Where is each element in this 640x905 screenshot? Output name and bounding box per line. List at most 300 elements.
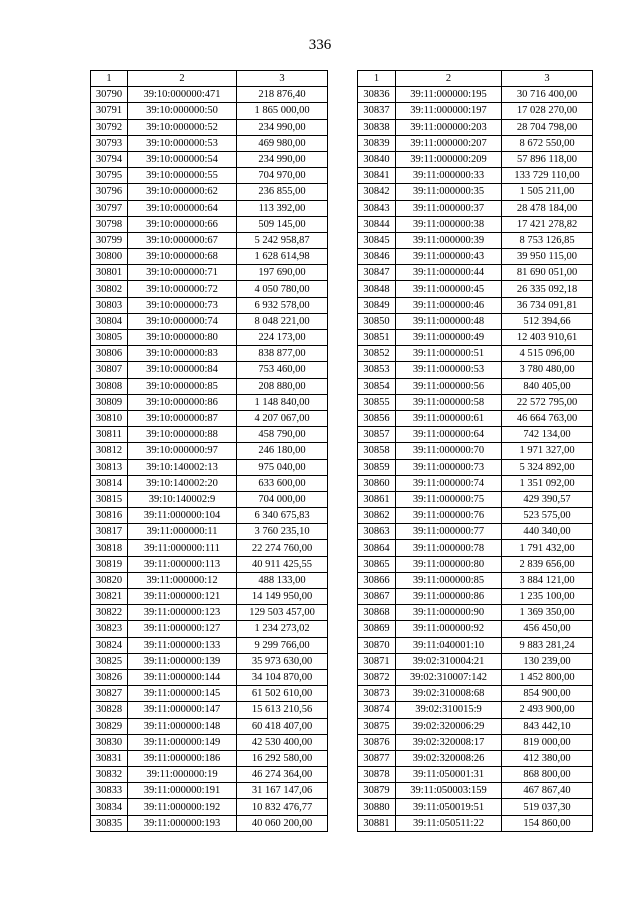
cadastral-number-cell: 39:11:000000:148 [128, 718, 237, 734]
row-number-cell: 30795 [91, 168, 128, 184]
value-cell: 819 000,00 [502, 734, 593, 750]
table-row [91, 443, 328, 459]
cadastral-number-cell: 39:11:000000:73 [396, 459, 502, 475]
table-row [358, 232, 593, 248]
row-number-cell: 30828 [91, 702, 128, 718]
cadastral-number-cell: 39:11:000000:203 [396, 119, 502, 135]
value-cell: 60 418 407,00 [237, 718, 328, 734]
cadastral-number-cell: 39:11:000000:123 [128, 605, 237, 621]
cadastral-number-cell: 39:11:000000:78 [396, 540, 502, 556]
row-number-cell: 30850 [358, 313, 396, 329]
cadastral-number-cell: 39:10:000000:80 [128, 330, 237, 346]
value-cell: 40 060 200,00 [237, 815, 328, 831]
table-row [358, 378, 593, 394]
table-row [358, 686, 593, 702]
row-number-cell: 30793 [91, 135, 128, 151]
table-row [91, 249, 328, 265]
table-row [91, 718, 328, 734]
cadastral-number-cell: 39:11:000000:45 [396, 281, 502, 297]
value-cell: 15 613 210,56 [237, 702, 328, 718]
cadastral-number-cell: 39:11:000000:12 [128, 572, 237, 588]
table-row [358, 718, 593, 734]
row-number-cell: 30865 [358, 556, 396, 572]
table-row [91, 653, 328, 669]
table-row [91, 184, 328, 200]
row-number-cell: 30872 [358, 669, 396, 685]
value-cell: 8 753 126,85 [502, 232, 593, 248]
row-number-cell: 30851 [358, 330, 396, 346]
cadastral-number-cell: 39:11:000000:111 [128, 540, 237, 556]
cadastral-number-cell: 39:11:000000:70 [396, 443, 502, 459]
cadastral-number-cell: 39:10:000000:97 [128, 443, 237, 459]
cadastral-number-cell: 39:11:000000:76 [396, 508, 502, 524]
value-cell: 46 274 364,00 [237, 767, 328, 783]
value-cell: 197 690,00 [237, 265, 328, 281]
cadastral-number-cell: 39:11:000000:149 [128, 734, 237, 750]
table-row [91, 313, 328, 329]
table-row [91, 427, 328, 443]
table-row [358, 281, 593, 297]
table-row [358, 508, 593, 524]
value-cell: 17 028 270,00 [502, 103, 593, 119]
cadastral-number-cell: 39:10:000000:471 [128, 87, 237, 103]
row-number-cell: 30818 [91, 540, 128, 556]
row-number-cell: 30812 [91, 443, 128, 459]
table-row [358, 572, 593, 588]
table-row [91, 475, 328, 491]
value-cell: 1 234 273,02 [237, 621, 328, 637]
row-number-cell: 30874 [358, 702, 396, 718]
cadastral-number-cell: 39:10:000000:50 [128, 103, 237, 119]
table-row [91, 135, 328, 151]
value-cell: 9 299 766,00 [237, 637, 328, 653]
table-row [91, 491, 328, 507]
cadastral-number-cell: 39:11:000000:35 [396, 184, 502, 200]
table-row [91, 621, 328, 637]
value-cell: 81 690 051,00 [502, 265, 593, 281]
table-row [358, 783, 593, 799]
value-cell: 5 242 958,87 [237, 232, 328, 248]
cadastral-number-cell: 39:11:000000:192 [128, 799, 237, 815]
value-cell: 22 572 795,00 [502, 394, 593, 410]
table-row [91, 783, 328, 799]
cadastral-number-cell: 39:11:000000:139 [128, 653, 237, 669]
value-cell: 412 380,00 [502, 750, 593, 766]
row-number-cell: 30879 [358, 783, 396, 799]
row-number-cell: 30859 [358, 459, 396, 475]
value-cell: 14 149 950,00 [237, 589, 328, 605]
table-row [358, 265, 593, 281]
cadastral-number-cell: 39:11:000000:127 [128, 621, 237, 637]
value-cell: 523 575,00 [502, 508, 593, 524]
page-number: 336 [308, 37, 332, 53]
cadastral-number-cell: 39:11:000000:44 [396, 265, 502, 281]
table-row [91, 330, 328, 346]
table-row [358, 330, 593, 346]
table-row [358, 815, 593, 831]
table-row [91, 87, 328, 103]
cadastral-number-cell: 39:10:000000:64 [128, 200, 237, 216]
value-cell: 28 478 184,00 [502, 200, 593, 216]
cadastral-number-cell: 39:11:000000:207 [396, 135, 502, 151]
table-header-row [91, 71, 328, 87]
table-row [358, 135, 593, 151]
value-cell: 2 493 900,00 [502, 702, 593, 718]
cadastral-number-cell: 39:11:050019:51 [396, 799, 502, 815]
table-row [91, 103, 328, 119]
table-row [91, 734, 328, 750]
table-row [358, 750, 593, 766]
table-row [91, 556, 328, 572]
row-number-cell: 30866 [358, 572, 396, 588]
value-cell: 28 704 798,00 [502, 119, 593, 135]
table-row [91, 151, 328, 167]
row-number-cell: 30844 [358, 216, 396, 232]
cadastral-number-cell: 39:10:000000:53 [128, 135, 237, 151]
table-row [91, 572, 328, 588]
value-cell: 456 450,00 [502, 621, 593, 637]
row-number-cell: 30796 [91, 184, 128, 200]
value-cell: 42 530 400,00 [237, 734, 328, 750]
row-number-cell: 30876 [358, 734, 396, 750]
cadastral-number-cell: 39:11:050511:22 [396, 815, 502, 831]
table-row [91, 750, 328, 766]
row-number-cell: 30792 [91, 119, 128, 135]
value-cell: 3 780 480,00 [502, 362, 593, 378]
row-number-cell: 30803 [91, 297, 128, 313]
table-row [91, 346, 328, 362]
value-cell: 8 672 550,00 [502, 135, 593, 151]
table-row [358, 524, 593, 540]
cadastral-number-cell: 39:11:000000:85 [396, 572, 502, 588]
value-cell: 4 207 067,00 [237, 410, 328, 426]
value-cell: 704 970,00 [237, 168, 328, 184]
value-cell: 868 800,00 [502, 767, 593, 783]
row-number-cell: 30821 [91, 589, 128, 605]
table-row [358, 540, 593, 556]
cadastral-number-cell: 39:11:000000:51 [396, 346, 502, 362]
left-data-table [90, 70, 328, 832]
cadastral-number-cell: 39:10:000000:88 [128, 427, 237, 443]
row-number-cell: 30861 [358, 491, 396, 507]
table-row [358, 767, 593, 783]
row-number-cell: 30804 [91, 313, 128, 329]
row-number-cell: 30863 [358, 524, 396, 540]
row-number-cell: 30830 [91, 734, 128, 750]
row-number-cell: 30820 [91, 572, 128, 588]
cadastral-number-cell: 39:11:000000:147 [128, 702, 237, 718]
value-cell: 975 040,00 [237, 459, 328, 475]
value-cell: 509 145,00 [237, 216, 328, 232]
row-number-cell: 30809 [91, 394, 128, 410]
table-row [358, 249, 593, 265]
cadastral-number-cell: 39:11:000000:56 [396, 378, 502, 394]
table-row [91, 232, 328, 248]
table-row [91, 669, 328, 685]
value-cell: 129 503 457,00 [237, 605, 328, 621]
row-number-cell: 30829 [91, 718, 128, 734]
table-row [91, 540, 328, 556]
table-row [358, 87, 593, 103]
value-cell: 57 896 118,00 [502, 151, 593, 167]
value-cell: 488 133,00 [237, 572, 328, 588]
value-cell: 512 394,66 [502, 313, 593, 329]
row-number-cell: 30811 [91, 427, 128, 443]
row-number-cell: 30847 [358, 265, 396, 281]
cadastral-number-cell: 39:10:140002:20 [128, 475, 237, 491]
row-number-cell: 30868 [358, 605, 396, 621]
value-cell: 39 950 115,00 [502, 249, 593, 265]
row-number-cell: 30881 [358, 815, 396, 831]
row-number-cell: 30864 [358, 540, 396, 556]
table-row [91, 168, 328, 184]
column-header: 2 [396, 71, 502, 87]
value-cell: 2 839 656,00 [502, 556, 593, 572]
table-row [358, 621, 593, 637]
column-header: 2 [128, 71, 237, 87]
table-row [358, 637, 593, 653]
cadastral-number-cell: 39:11:000000:38 [396, 216, 502, 232]
value-cell: 1 148 840,00 [237, 394, 328, 410]
value-cell: 246 180,00 [237, 443, 328, 459]
cadastral-number-cell: 39:11:000000:48 [396, 313, 502, 329]
row-number-cell: 30791 [91, 103, 128, 119]
row-number-cell: 30800 [91, 249, 128, 265]
table-row [358, 589, 593, 605]
row-number-cell: 30806 [91, 346, 128, 362]
value-cell: 224 173,00 [237, 330, 328, 346]
row-number-cell: 30794 [91, 151, 128, 167]
table-row [358, 297, 593, 313]
value-cell: 1 505 211,00 [502, 184, 593, 200]
value-cell: 1 791 432,00 [502, 540, 593, 556]
row-number-cell: 30823 [91, 621, 128, 637]
row-number-cell: 30802 [91, 281, 128, 297]
table-row [91, 702, 328, 718]
cadastral-number-cell: 39:11:000000:58 [396, 394, 502, 410]
cadastral-number-cell: 39:11:000000:53 [396, 362, 502, 378]
cadastral-number-cell: 39:10:000000:54 [128, 151, 237, 167]
table-row [358, 427, 593, 443]
value-cell: 6 340 675,83 [237, 508, 328, 524]
cadastral-number-cell: 39:11:000000:43 [396, 249, 502, 265]
row-number-cell: 30841 [358, 168, 396, 184]
row-number-cell: 30813 [91, 459, 128, 475]
cadastral-number-cell: 39:10:000000:72 [128, 281, 237, 297]
table-row [358, 394, 593, 410]
cadastral-number-cell: 39:11:000000:49 [396, 330, 502, 346]
value-cell: 8 048 221,00 [237, 313, 328, 329]
value-cell: 469 980,00 [237, 135, 328, 151]
value-cell: 22 274 760,00 [237, 540, 328, 556]
table-row [358, 200, 593, 216]
cadastral-number-cell: 39:02:320008:17 [396, 734, 502, 750]
table-row [358, 362, 593, 378]
table-row [91, 216, 328, 232]
row-number-cell: 30854 [358, 378, 396, 394]
cadastral-number-cell: 39:11:000000:104 [128, 508, 237, 524]
value-cell: 34 104 870,00 [237, 669, 328, 685]
row-number-cell: 30846 [358, 249, 396, 265]
table-row [91, 459, 328, 475]
row-number-cell: 30805 [91, 330, 128, 346]
table-row [358, 653, 593, 669]
cadastral-number-cell: 39:10:000000:67 [128, 232, 237, 248]
row-number-cell: 30858 [358, 443, 396, 459]
cadastral-number-cell: 39:10:000000:52 [128, 119, 237, 135]
cadastral-number-cell: 39:11:000000:39 [396, 232, 502, 248]
cadastral-number-cell: 39:11:000000:133 [128, 637, 237, 653]
table-row [91, 767, 328, 783]
table-row [91, 200, 328, 216]
table-row [358, 443, 593, 459]
value-cell: 234 990,00 [237, 151, 328, 167]
table-row [91, 378, 328, 394]
cadastral-number-cell: 39:11:000000:64 [396, 427, 502, 443]
row-number-cell: 30856 [358, 410, 396, 426]
cadastral-number-cell: 39:10:000000:62 [128, 184, 237, 200]
cadastral-number-cell: 39:10:000000:71 [128, 265, 237, 281]
value-cell: 35 973 630,00 [237, 653, 328, 669]
table-row [358, 313, 593, 329]
cadastral-number-cell: 39:10:000000:84 [128, 362, 237, 378]
value-cell: 633 600,00 [237, 475, 328, 491]
cadastral-number-cell: 39:10:000000:86 [128, 394, 237, 410]
value-cell: 4 050 780,00 [237, 281, 328, 297]
table-row [358, 734, 593, 750]
row-number-cell: 30827 [91, 686, 128, 702]
value-cell: 843 442,10 [502, 718, 593, 734]
row-number-cell: 30869 [358, 621, 396, 637]
row-number-cell: 30790 [91, 87, 128, 103]
row-number-cell: 30801 [91, 265, 128, 281]
row-number-cell: 30836 [358, 87, 396, 103]
value-cell: 31 167 147,06 [237, 783, 328, 799]
table-row [91, 394, 328, 410]
table-row [358, 799, 593, 815]
value-cell: 4 515 096,00 [502, 346, 593, 362]
cadastral-number-cell: 39:10:000000:55 [128, 168, 237, 184]
cadastral-number-cell: 39:11:000000:193 [128, 815, 237, 831]
cadastral-number-cell: 39:02:320006:29 [396, 718, 502, 734]
value-cell: 26 335 092,18 [502, 281, 593, 297]
row-number-cell: 30862 [358, 508, 396, 524]
table-row [358, 669, 593, 685]
table-row [91, 799, 328, 815]
row-number-cell: 30815 [91, 491, 128, 507]
table-row [91, 297, 328, 313]
value-cell: 1 452 800,00 [502, 669, 593, 685]
row-number-cell: 30808 [91, 378, 128, 394]
table-row [91, 815, 328, 831]
cadastral-number-cell: 39:11:000000:197 [396, 103, 502, 119]
value-cell: 133 729 110,00 [502, 168, 593, 184]
cadastral-number-cell: 39:11:000000:46 [396, 297, 502, 313]
cadastral-number-cell: 39:10:000000:74 [128, 313, 237, 329]
row-number-cell: 30877 [358, 750, 396, 766]
table-row [358, 168, 593, 184]
cadastral-number-cell: 39:11:000000:77 [396, 524, 502, 540]
cadastral-number-cell: 39:11:000000:37 [396, 200, 502, 216]
column-header: 3 [502, 71, 593, 87]
cadastral-number-cell: 39:10:140002:9 [128, 491, 237, 507]
value-cell: 440 340,00 [502, 524, 593, 540]
cadastral-number-cell: 39:11:000000:191 [128, 783, 237, 799]
table-row [358, 216, 593, 232]
value-cell: 5 324 892,00 [502, 459, 593, 475]
cadastral-number-cell: 39:10:000000:83 [128, 346, 237, 362]
value-cell: 234 990,00 [237, 119, 328, 135]
cadastral-number-cell: 39:11:050001:31 [396, 767, 502, 783]
left-table-body [91, 71, 328, 832]
row-number-cell: 30840 [358, 151, 396, 167]
table-row [358, 410, 593, 426]
value-cell: 838 877,00 [237, 346, 328, 362]
table-row [91, 362, 328, 378]
value-cell: 467 867,40 [502, 783, 593, 799]
table-row [91, 637, 328, 653]
table-row [358, 702, 593, 718]
value-cell: 130 239,00 [502, 653, 593, 669]
cadastral-number-cell: 39:10:000000:68 [128, 249, 237, 265]
row-number-cell: 30843 [358, 200, 396, 216]
right-table-body [358, 71, 593, 832]
value-cell: 3 760 235,10 [237, 524, 328, 540]
value-cell: 113 392,00 [237, 200, 328, 216]
table-row [91, 410, 328, 426]
cadastral-number-cell: 39:11:000000:74 [396, 475, 502, 491]
row-number-cell: 30798 [91, 216, 128, 232]
table-header-row [358, 71, 593, 87]
row-number-cell: 30852 [358, 346, 396, 362]
row-number-cell: 30819 [91, 556, 128, 572]
value-cell: 40 911 425,55 [237, 556, 328, 572]
cadastral-number-cell: 39:11:050003:159 [396, 783, 502, 799]
table-row [358, 103, 593, 119]
row-number-cell: 30855 [358, 394, 396, 410]
row-number-cell: 30825 [91, 653, 128, 669]
table-row [91, 686, 328, 702]
cadastral-number-cell: 39:11:000000:80 [396, 556, 502, 572]
value-cell: 30 716 400,00 [502, 87, 593, 103]
value-cell: 236 855,00 [237, 184, 328, 200]
row-number-cell: 30814 [91, 475, 128, 491]
cadastral-number-cell: 39:11:000000:90 [396, 605, 502, 621]
row-number-cell: 30816 [91, 508, 128, 524]
value-cell: 1 369 350,00 [502, 605, 593, 621]
value-cell: 840 405,00 [502, 378, 593, 394]
row-number-cell: 30878 [358, 767, 396, 783]
row-number-cell: 30875 [358, 718, 396, 734]
table-row [358, 346, 593, 362]
column-header: 1 [358, 71, 396, 87]
table-row [91, 281, 328, 297]
value-cell: 704 000,00 [237, 491, 328, 507]
table-row [91, 508, 328, 524]
cadastral-number-cell: 39:11:040001:10 [396, 637, 502, 653]
value-cell: 61 502 610,00 [237, 686, 328, 702]
row-number-cell: 30848 [358, 281, 396, 297]
cadastral-number-cell: 39:10:000000:73 [128, 297, 237, 313]
value-cell: 208 880,00 [237, 378, 328, 394]
cadastral-number-cell: 39:11:000000:144 [128, 669, 237, 685]
table-row [358, 119, 593, 135]
cadastral-number-cell: 39:02:310007:142 [396, 669, 502, 685]
row-number-cell: 30845 [358, 232, 396, 248]
value-cell: 46 664 763,00 [502, 410, 593, 426]
row-number-cell: 30832 [91, 767, 128, 783]
cadastral-number-cell: 39:11:000000:145 [128, 686, 237, 702]
